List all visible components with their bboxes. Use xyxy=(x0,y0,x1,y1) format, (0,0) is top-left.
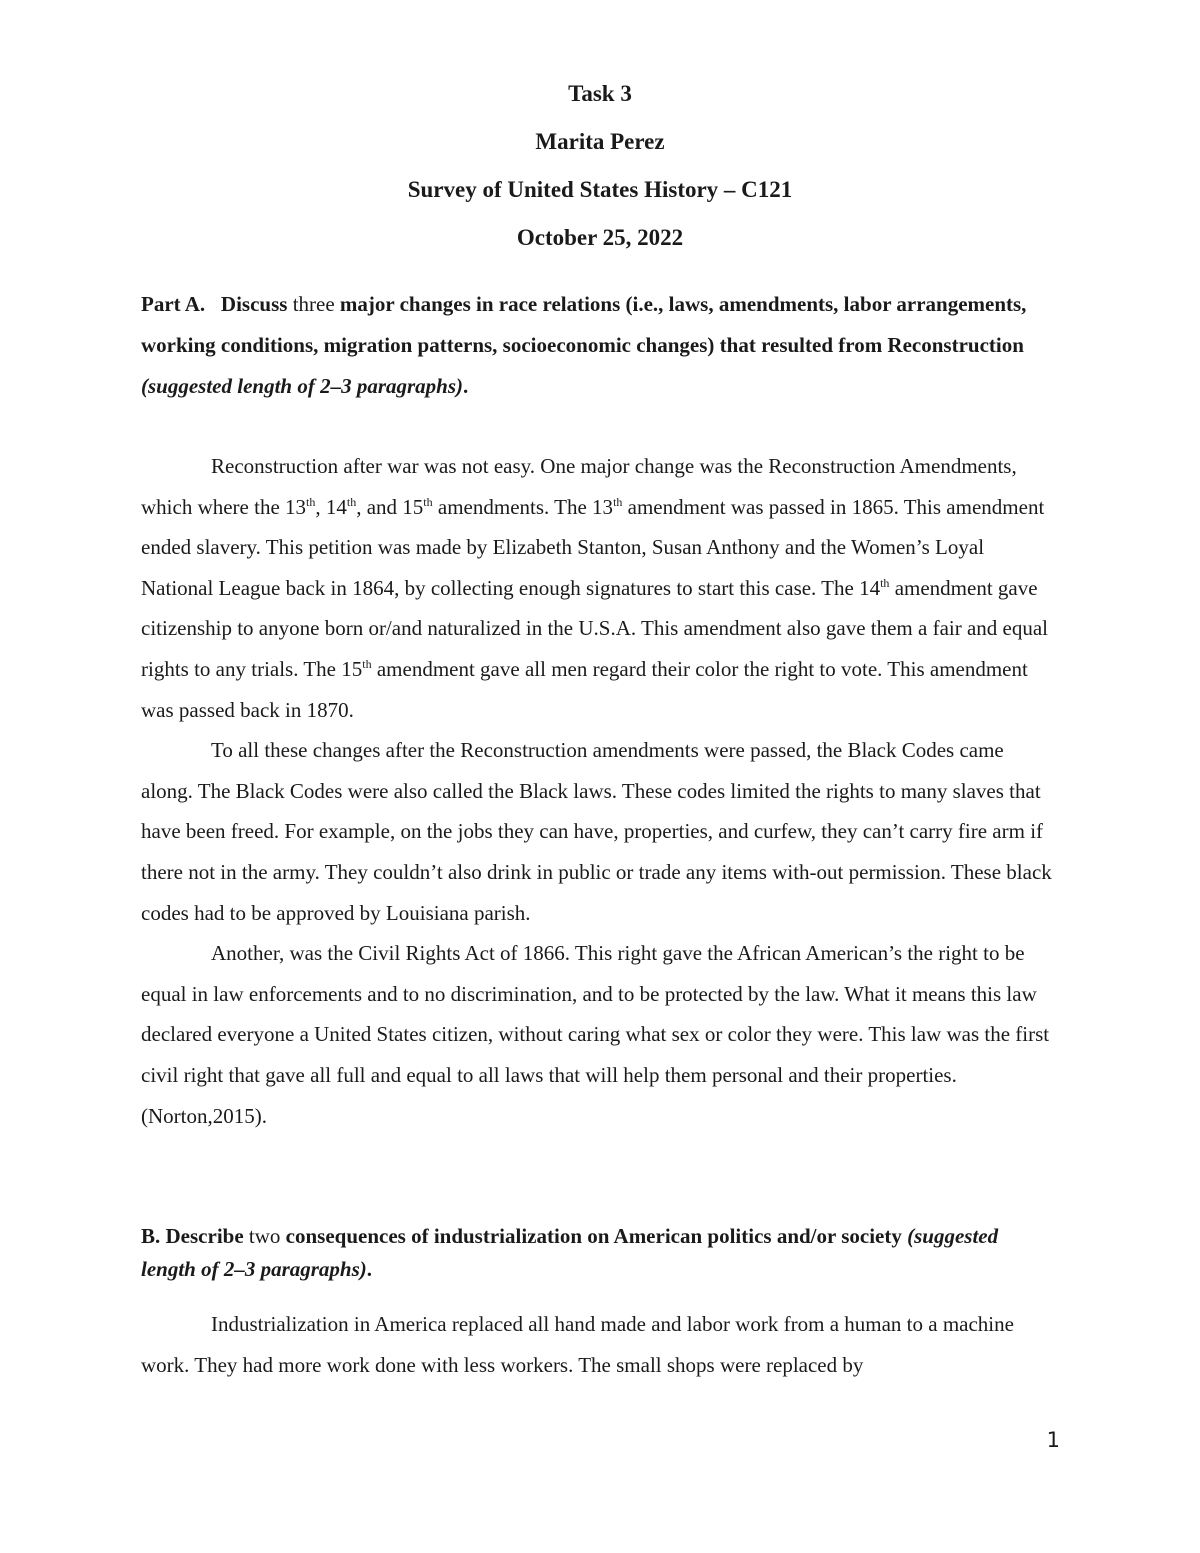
part-b-prompt-rest: consequences of industrialization on American politics and/or society xyxy=(285,1224,902,1248)
part-b-prompt-start: Describe xyxy=(165,1224,244,1248)
ordinal-suffix: th xyxy=(362,656,372,671)
part-b-prompt-light: two xyxy=(248,1224,281,1248)
document-header xyxy=(0,70,1200,262)
part-a-answer xyxy=(141,446,1056,1136)
part-a-paragraph-2: To all these changes after the Reconstruction amendments were passed, the Black Codes came along. The Black Codes were also called the Black laws. These codes limited the rights to many slaves that have been freed. For example, on the jobs they can have, properties, and curfew, they can’t carry fire arm if there not in the army. They couldn’t also drink in public or trade any items with-out permission. These black codes had to be approved by Louisiana parish. xyxy=(141,738,1052,925)
part-b-suggested-length: (suggested length of 2–3 paragraphs) xyxy=(141,1224,999,1281)
document-date: October 25, 2022 xyxy=(516,225,684,250)
course-title: Survey of United States History – C121 xyxy=(407,177,793,202)
part-a-prompt xyxy=(141,284,1041,407)
paragraph-text: amendment gave citizenship to anyone born or/and naturalized in the U.S.A. This amendment also gave them a fair and equal rights to any trials. The 15 xyxy=(141,575,1049,681)
part-a-prompt-rest: major changes in race relations (i.e., laws, amendments, labor arrangements, working conditions, migration patterns, socioeconomic changes) that resulted from Reconstruction xyxy=(141,292,1027,357)
part-b-paragraph-1: Industrialization in America replaced all hand made and labor work from a human to a machine work. They had more work done with less workers. The small shops were replaced by xyxy=(141,1312,1014,1377)
paragraph-text: amendments. The 13 xyxy=(432,494,614,519)
part-a-prompt-start: Discuss xyxy=(220,292,288,316)
part-a-end-period: . xyxy=(463,374,469,398)
ordinal-suffix: th xyxy=(880,575,890,590)
paragraph-text: Reconstruction after war was not easy. One major change was the Reconstruction Amendments, which where the 13 xyxy=(141,454,1017,519)
ordinal-suffix: th xyxy=(346,494,357,509)
part-b-prompt xyxy=(141,1220,1041,1286)
ordinal-suffix: th xyxy=(306,494,316,509)
part-b-label: B. xyxy=(141,1224,161,1248)
paragraph-text: amendment gave all men regard their color the right to vote. This amendment was passed back in 1870. xyxy=(141,656,1028,722)
part-a-prompt-light: three xyxy=(292,292,335,316)
paragraph-text: amendment was passed in 1865. This amendment ended slavery. This petition was made by Elizabeth Stanton, Susan Anthony and the Women’s Loyal National League back in 1864, by collecting enough signatures to start this case. The 14 xyxy=(141,494,1045,600)
part-b-end-period: . xyxy=(366,1257,373,1281)
part-a-label: Part A. xyxy=(141,292,206,316)
part-a-paragraph-1 xyxy=(141,446,1056,730)
part-a-paragraph-3: Another, was the Civil Rights Act of 1866. This right gave the African American’s the right to be equal in law enforcements and to no discrimination, and to be protected by the law. What it means this law declared everyone a United States citizen, without caring what sex or color they were. This law was the first civil right that gave all full and equal to all laws that will help them personal and their properties. (Norton,2015). xyxy=(141,941,1050,1128)
author-name: Marita Perez xyxy=(535,129,665,154)
page-number: 1 xyxy=(1046,1428,1060,1452)
paragraph-text: , 14 xyxy=(315,494,347,519)
part-b-answer xyxy=(141,1304,1056,1385)
task-title: Task 3 xyxy=(568,81,632,106)
part-a-suggested-length: (suggested length of 2–3 paragraphs) xyxy=(141,374,464,398)
paragraph-text: , and 15 xyxy=(356,494,424,519)
ordinal-suffix: th xyxy=(423,494,433,509)
ordinal-suffix: th xyxy=(613,494,623,509)
